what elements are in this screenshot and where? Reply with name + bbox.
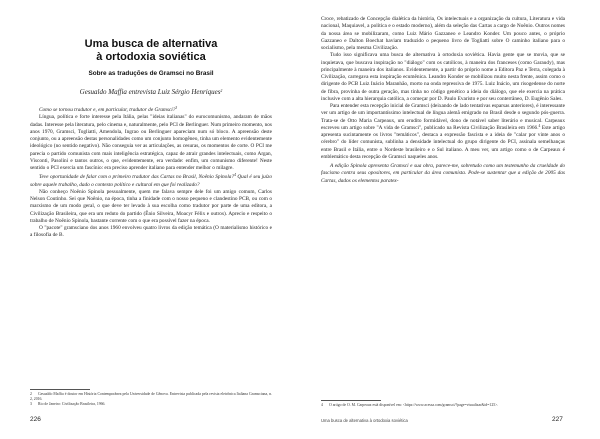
footnote-4-number: 4 [321,403,323,407]
answer-3: O "pacote" gramsciano dos anos 1960 envolveu quatro livros da edição temática (O materialismo histórico e a filosofia de B. [30,225,272,239]
article-subtitle: Sobre as traduções de Gramsci no Brasil [88,70,214,77]
paragraph-continuation: Croce, rebatizado de Concepção dialética da história, Os intelectuais e a organização da cultura, Literatura e vida nacional, Maquiavel, a política e o estado moderno), além da seleção das Cartas a cargo de Noênio. Outros nomes da nossa área se mobilizaram, como Luiz Mário Gazzaneo e Leandro Konder. Um pouco antes, o próprio Gazzaneo e Dalton Boechat haviam traduzido o pequeno livro de Togliatti sobre O caminho italiano para o socialismo, pela mesma Civilização. [321,16,565,51]
paragraph-3-continuation: Este artigo apresenta sucintamente os livros "temáticos", destaca a expressão fascista e a ideia de "calar por vinte anos o cérebro" do líder comunista, sublinha a densidade intelectual do grupo dirigente do PCI, assinala semelhanças entre Brasil e Itália, entre o Nordeste brasileiro e o Sul italiano. A meu ver, um artigo como o de Carpeaux é emblemático desta recepção de Gramsci naqueles anos. [321,124,565,160]
paragraph-3-text: Para entender esta recepção inicial de Gramsci (deixando de lado tentativas esparsas anteriores), é interessante ver um artigo de um importantíssimo intelectual de língua alemã emigrado no Brasil desde o segundo pós-guerra. Trata-se de Otto Maria Carpeaux, um erudito formidável, dono de notável saber literário e musical. Carpeaux escreveu um artigo sobre "A vida de Gramsci", publicado na Revista Civilização Brasileira em 1966. [321,103,565,131]
question-2-text: Teve oportunidade de falar com o primeiro tradutor das Cartas no Brasil, Noênio Spinola? [39,174,235,181]
footnote-4-text: O artigo de O. M. Carpeaux está disponível em: <https://www.acessa.com/gramsci/?page=visualizar&id=125>. [329,403,499,407]
left-column [30,38,272,240]
answer-2: Não conheço Noênio Spinola pessoalmente, quem me falava sempre dele foi um amigo comum, Carlos Nelson Coutinho. Sei que Noênio, na época, tinha a finidade com o nosso pequeno e clandestino PCB, ou com o marxismo de um modo geral, o que deve ter levado à sua escolha como tradutor por parte de uma editora, a Civilização Brasileira, que era um reduto do partido (Ênio Silveira, Moacyr Félix e outros). Aprecio e respeito o trabalho de Noênio Spinola, bastante corrente com o que era possível fazer na época. [30,188,272,224]
footnote-rule-right [321,400,381,401]
article-title [30,38,272,64]
answer-1: Língua, política e forte interesse pela Itália, pelas "ideias italianas" do eurocomunismo, andaram de mãos dadas. Interesse pela literatura, pelo cinema e, naturalmente, pelo PCI de Berlinguer. Num primeiro momento, nos anos 1970, Gramsci, Togliatti, Amendola, Ingrao ou Berlinguer apareciam num só bloco. A apreensão deste conjunto, ou a apreensão destas personalidades como um conjunto homogêneo, tinha um elemento evidentemente ideológico (no sentido negativo). Não conseguia ver as articulações, as cesuras, os momentos de corte. O PCI me parecia o partido comunista com mais inteligência estratégica, capaz de atrair grandes intelectuais, como Argan, Visconti, Pasolini e tantos outros, o que, evidentemente, era verdade: enfim, um comunismo diferente! Neste sentido o PCI exercia um fascínio: era preciso aprender italiano para entender melhor o milagre. [30,114,272,171]
footnote-3-number: 3 [30,402,32,407]
footnotes-right [321,403,565,408]
footnote-4 [321,403,565,408]
paragraph-3 [321,103,565,161]
running-footer: Uma busca de alternativa à ortodoxia soviética [321,418,408,423]
footnotes-left [30,392,272,408]
author-line [30,88,272,97]
footnote-2-text: Gesualdo Maffia é doutor em História Contemporânea pela Universidade de Gênova. Entrevista publicada pela revista eletrônica Italiana Gramsciana, n. 2, 2016. [30,392,272,402]
right-page [300,0,600,439]
footnote-2-number: 2 [30,392,32,396]
title-line-2: à ortodoxia soviética [96,51,206,63]
title-line-1: Uma busca de alternativa [84,38,218,50]
paragraph-3-ref: 4 [538,123,541,128]
author-footnote-ref: 2 [220,89,223,93]
paragraph-2: Tudo isso significava uma busca de alternativa à ortodoxia soviética. Havia gente que se movia, que se inquietava, que buscava inspiração no "diálogo" com os católicos, à maneira dos franceses (como Garaudy), mas principalmente à maneira dos italianos. Evidentemente, a partir do próprio nome a Editora Paz e Terra, colegada à Civilização, carregava esta inspiração ecumênica. Leandro Konder se mobilizou muito nesta frente, assim como o dirigente do PCB Luiz Inácio Maranhão, morto na onda repressiva de 1975. Luiz Inácio, um risogedense do norte de fibra, provinha de outra geração, mas tinha no código genético a ideia do diálogo, que ele exercia na prática inclusive com a alta hierarquia católica, a começar por D. Paulo Evaristo e por seu conterrâneo, D. Eugênio Sales. [321,52,565,102]
page-number-left: 226 [30,416,41,423]
question-3: A edição Spinola apresenta Gramsci e sua obra, parece-me, sobretudo como um testemunho da crueldade do fascismo contra seus opositores, em particular da área comunista. Pode-se sustentar que a edição de 2005 das Cartas, dados os elementos paratex- [321,163,565,184]
footnote-3-text: Rio de Janeiro: Civilização Brasileira, 1966. [38,402,106,407]
question-2 [30,174,272,189]
question-2-ref: 4 [234,173,236,178]
question-2-continuation: Qual é seu juízo sobre aquele trabalho, dado o contexto político e cultural em que foi realizado? [30,174,273,188]
right-column [321,16,565,185]
footnote-3 [30,402,272,407]
question-1-text: Como se tornou tradutor e, em particular, tradutor de Gramsci? [39,107,176,113]
footnote-2 [30,392,272,402]
author-text: Gesualdo Maffia entrevista Luiz Sérgio Henriques [79,88,221,96]
question-1-ref: 3 [175,106,178,110]
footnote-rule-left [30,389,90,390]
page-number-right: 227 [552,416,563,423]
